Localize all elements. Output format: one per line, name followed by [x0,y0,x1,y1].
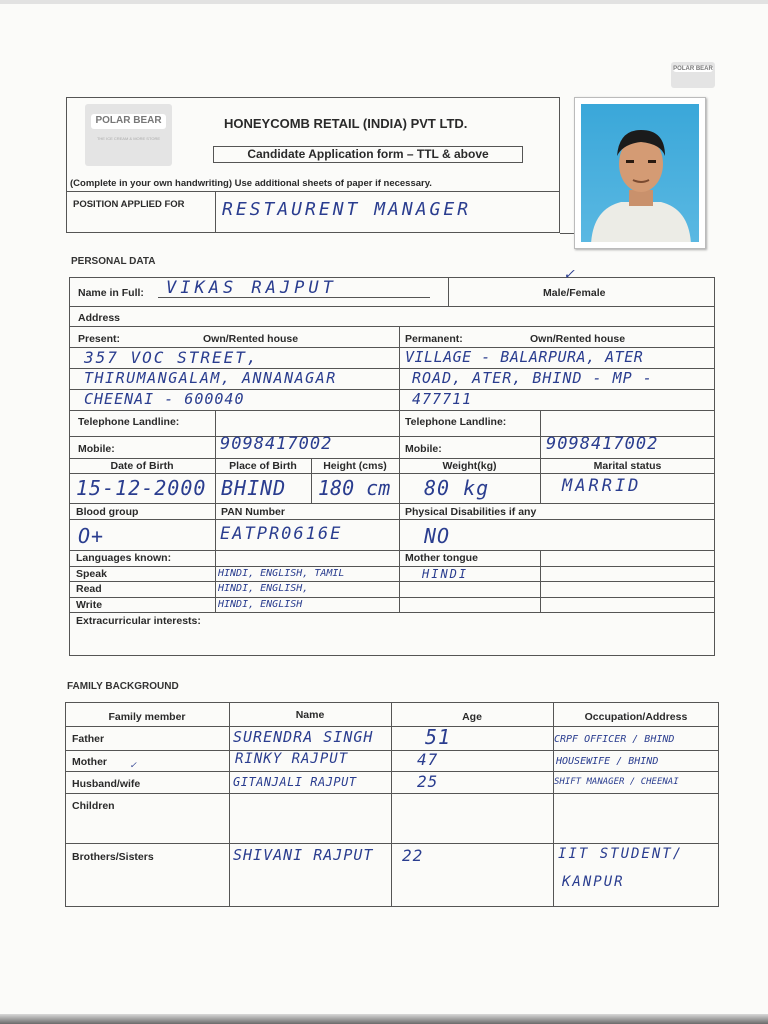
rule [69,326,715,327]
position-label: POSITION APPLIED FOR [73,199,185,210]
father-name: SURENDRA SINGH [233,728,374,746]
sibling-occupation: IIT STUDENT/ [558,846,684,862]
sibling-occupation-location: KANPUR [562,874,625,890]
position-value: RESTAURENT MANAGER [222,199,472,220]
blood-group-value: O+ [78,524,105,548]
read-label: Read [76,583,102,595]
permanent-address-line: VILLAGE - BALARPURA, ATER [405,348,644,366]
write-value: HINDI, ENGLISH [218,599,303,610]
male-check-mark: ✓ [564,264,575,283]
family-member-siblings: Brothers/Sisters [72,851,154,863]
form-instructions: (Complete in your own handwriting) Use additional sheets of paper if necessary. [70,178,432,189]
polar-bear-logo-small [671,62,715,88]
permanent-address-line: 477711 [412,390,473,408]
rule [65,793,719,794]
marital-value: MARRID [562,476,642,496]
polar-bear-logo [85,104,172,166]
pan-value: EATPR0616E [220,524,343,544]
spouse-name: GITANJALI RAJPUT [233,775,357,789]
rule [69,581,715,582]
present-address-label: Present: [78,333,121,345]
rule [69,306,715,307]
family-header-member: Family member [108,711,186,723]
speak-value: HINDI, ENGLISH, TAMIL [218,568,345,579]
family-header-name: Name [295,709,325,721]
telephone-label: Telephone Landline: [78,416,180,428]
husband-wife-check-mark: ✓ [130,760,138,771]
page-bottom-edge [0,1014,768,1024]
marital-label: Marital status [593,460,662,472]
dob-label: Date of Birth [110,460,174,472]
rule [65,771,719,772]
page-top-edge [0,0,768,4]
languages-label: Languages known: [76,552,172,564]
present-address-line: THIRUMANGALAM, ANNANAGAR [84,369,337,387]
header-divider-ext [560,233,574,234]
permanent-house-type: Own/Rented house [530,333,626,345]
family-member-father: Father [72,733,105,745]
polar-bear-logo-text: POLAR BEAR [673,66,713,72]
polar-bear-logo-tagline: THE ICE CREAM & MORE STORE [96,135,161,141]
disability-label: Physical Disabilities if any [405,506,537,518]
rule [69,550,715,551]
candidate-photo [574,97,706,249]
dob-value: 15-12-2000 [76,476,207,500]
extracurricular-label: Extracurricular interests: [76,615,201,627]
address-label: Address [78,312,121,324]
height-value: 180 cm [318,476,391,500]
mobile-label: Mobile: [78,443,115,455]
mother-tongue-value: HINDI [422,567,469,581]
weight-value: 80 kg [424,476,490,500]
mobile-label-permanent: Mobile: [405,443,442,455]
write-label: Write [76,599,103,611]
portrait-figure [581,104,699,242]
permanent-address-label: Permanent: [405,333,463,345]
rule [69,612,715,613]
height-label: Height (cms) [323,460,387,472]
pob-label: Place of Birth [229,460,297,472]
family-member-children: Children [72,800,115,812]
rule [65,843,719,844]
blood-group-label: Blood group [76,506,139,518]
present-house-type: Own/Rented house [203,333,299,345]
father-age: 51 [425,725,452,749]
telephone-label-permanent: Telephone Landline: [405,416,507,428]
family-background-title: FAMILY BACKGROUND [67,681,179,692]
pan-label: PAN Number [221,506,285,518]
rule [65,750,719,751]
rule [69,597,715,598]
family-header-age: Age [462,711,482,723]
sibling-name: SHIVANI RAJPUT [233,846,374,864]
mother-name: RINKY RAJPUT [235,751,349,767]
family-member-mother: Mother [72,756,107,768]
rule [69,410,715,411]
personal-data-title: PERSONAL DATA [71,256,156,267]
rule [69,473,715,474]
mother-age: 47 [417,750,439,769]
disability-value: NO [424,524,451,548]
rule-v [215,410,216,612]
family-header-occupation: Occupation/Address [584,711,688,723]
father-occupation: CRPF OFFICER / BHIND [554,734,675,745]
company-name: HONEYCOMB RETAIL (INDIA) PVT LTD. [224,116,468,131]
header-divider-v [215,191,216,233]
present-address-line: CHEENAI - 600040 [84,390,245,408]
gender-label: Male/Female [543,287,606,299]
name-label: Name in Full: [78,287,144,299]
header-divider [66,191,560,192]
rule-v [391,702,392,907]
mobile-value: 9098417002 [220,434,333,454]
speak-label: Speak [76,568,107,580]
polar-bear-logo-brand: POLAR BEAR [91,114,165,129]
sibling-age: 22 [402,846,424,865]
spouse-occupation: SHIFT MANAGER / CHEENAI [554,777,679,787]
mobile-value-permanent: 9098417002 [546,434,659,454]
name-underline [158,297,430,298]
weight-label: Weight(kg) [442,460,497,472]
rule [65,726,719,727]
rule [69,458,715,459]
rule [69,519,715,520]
rule-v [448,277,449,306]
rule-v [229,702,230,907]
rule-v [540,410,541,503]
photo-background [581,104,699,242]
rule-v [540,550,541,612]
mother-tongue-label: Mother tongue [405,552,478,564]
rule [69,503,715,504]
rule [69,566,715,567]
present-address-line: 357 VOC STREET, [84,348,259,367]
read-value: HINDI, ENGLISH, [218,583,309,594]
pob-value: BHIND [221,476,287,500]
rule-v [553,702,554,907]
name-value: VIKAS RAJPUT [166,278,337,298]
family-member-spouse: Husband/wife [72,778,141,790]
form-title: Candidate Application form – TTL & above [213,146,523,163]
permanent-address-line: ROAD, ATER, BHIND - MP - [412,369,653,387]
spouse-age: 25 [417,772,439,791]
mother-occupation: HOUSEWIFE / BHIND [556,756,659,767]
